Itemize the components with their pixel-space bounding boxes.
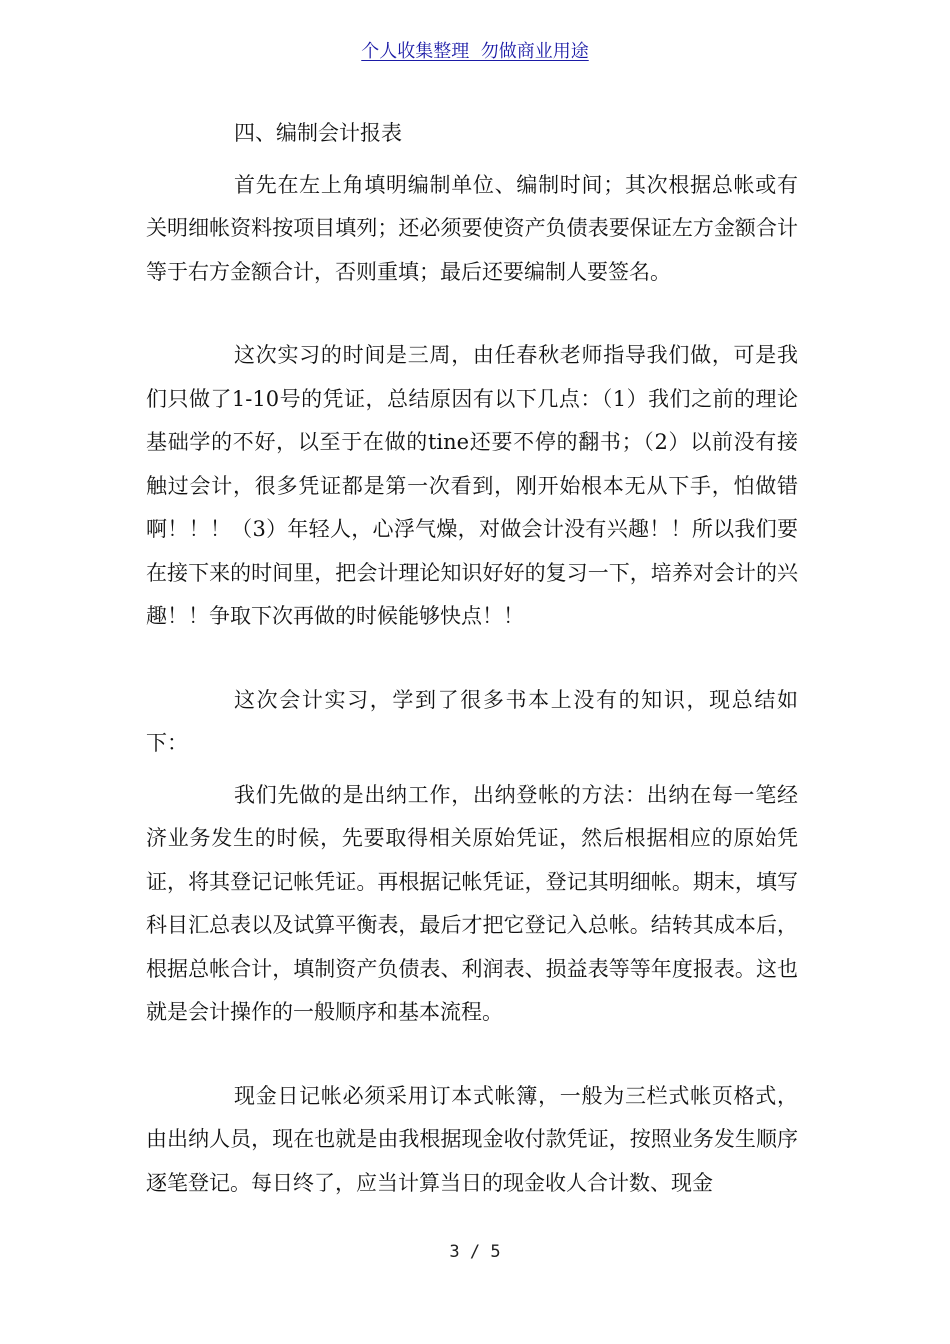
page-number: 3 / 5 bbox=[449, 1242, 501, 1262]
paragraph-3: 这次会计实习，学到了很多书本上没有的知识，现总结如下： bbox=[146, 687, 798, 755]
header-text: 个人收集整理 勿做商业用途 bbox=[361, 41, 589, 62]
paragraph-4: 我们先做的是出纳工作，出纳登帐的方法：出纳在每一笔经济业务发生的时候，先要取得相关原始凭证，然后根据相应的原始凭证，将其登记记帐凭证。再根据记帐凭证，登记其明细帐。期末，填写科目汇总表以及试算平衡表，最后才把它登记入总帐。结转其成本后，根据总帐合计，填制资产负债表、利润表、损益表等等年度报表。这也就是会计操作的一般顺序和基本流程。 bbox=[146, 782, 798, 1024]
paragraph-2: 这次实习的时间是三周，由任春秋老师指导我们做，可是我们只做了1-10号的凭证，总结原因有以下几点：（1）我们之前的理论基础学的不好，以至于在做的tine还要不停的翻书；（2）以前没有接触过会计，很多凭证都是第一次看到，刚开始根本无从下手，怕做错啊！！！（3）年轻人，心浮气燥，对做会计没有兴趣！！所以我们要在接下来的时间里，把会计理论知识好好的复习一下，培养对会计的兴趣！！争取下次再做的时候能够快点！！ bbox=[146, 343, 798, 628]
section-heading: 四、编制会计报表 bbox=[234, 121, 402, 145]
page-header bbox=[0, 40, 950, 64]
document-body bbox=[146, 112, 798, 1205]
paragraph-1: 首先在左上角填明编制单位、编制时间；其次根据总帐或有关明细帐资料按项目填列；还必须要使资产负债表要保证左方金额合计等于右方金额合计，否则重填；最后还要编制人要签名。 bbox=[146, 172, 798, 284]
paragraph-5: 现金日记帐必须采用订本式帐簿，一般为三栏式帐页格式，由出纳人员，现在也就是由我根据现金收付款凭证，按照业务发生顺序逐笔登记。每日终了，应当计算当日的现金收人合计数、现金 bbox=[146, 1083, 798, 1195]
